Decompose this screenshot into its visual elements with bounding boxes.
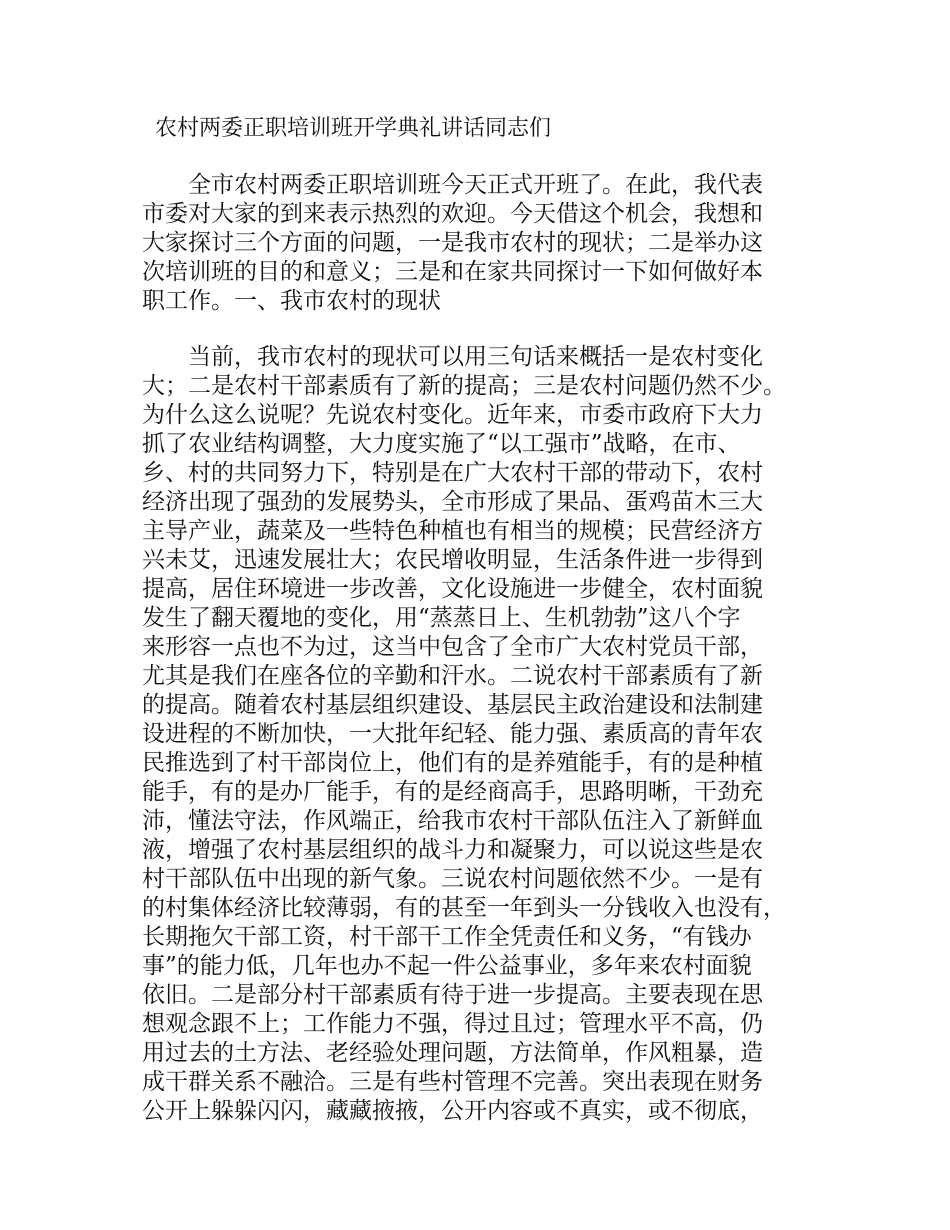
text-line: 沛，懂法守法，作风端正，给我市农村干部队伍注入了新鲜血 [142,808,763,834]
text-line: 抓了农业结构调整，大力度实施了“以工强市”战略，在市、 [142,431,741,457]
text-line: 成干群关系不融洽。三是有些村管理不完善。突出表现在财务 [142,1069,763,1095]
text-line: 提高，居住环境进一步改善，文化设施进一步健全，农村面貌 [142,576,763,602]
text-line: 依旧。二是部分村干部素质有待于进一步提高。主要表现在思 [142,982,763,1008]
text-line: 为什么这么说呢？先说农村变化。近年来，市委市政府下大力 [142,402,763,428]
text-line: 乡、村的共同努力下，特别是在广大农村干部的带动下，农村 [142,460,763,486]
text-line: 想观念跟不上；工作能力不强，得过且过；管理水平不高，仍 [142,1011,763,1037]
text-line: 发生了翻天覆地的变化，用“蒸蒸日上、生机勃勃”这八个字 [142,605,741,631]
text-line: 尤其是我们在座各位的辛勤和汗水。二说农村干部素质有了新 [142,663,763,689]
text-line: 来形容一点也不为过，这当中包含了全市广大农村党员干部， [142,634,763,660]
text-line: 能手，有的是办厂能手，有的是经商高手，思路明晰，干劲充 [142,779,763,805]
text-line: 大；二是农村干部素质有了新的提高；三是农村问题仍然不少。 [142,373,786,399]
text-line: 市委对大家的到来表示热烈的欢迎。今天借这个机会，我想和 [142,201,763,227]
text-line: 职工作。一、我市农村的现状 [142,288,441,314]
body-paragraph [142,171,842,316]
text-line: 液，增强了农村基层组织的战斗力和凝聚力，可以说这些是农 [142,837,763,863]
text-line: 次培训班的目的和意义；三是和在家共同探讨一下如何做好本 [142,259,763,285]
text-line: 事”的能力低，几年也办不起一件公益事业，多年来农村面貌 [142,953,752,979]
text-line: 设进程的不断加快，一大批年纪轻、能力强、素质高的青年农 [142,721,763,747]
text-line: 主导产业，蔬菜及一些特色种植也有相当的规模；民营经济方 [142,518,763,544]
document-title: 农村两委正职培训班开学典礼讲话同志们 [155,116,552,141]
text-line: 公开上躲躲闪闪，藏藏掖掖，公开内容或不真实，或不彻底， [142,1098,763,1124]
text-line: 的提高。随着农村基层组织建设、基层民主政治建设和法制建 [142,692,763,718]
text-line: 的村集体经济比较薄弱，有的甚至一年到头一分钱收入也没有， [142,895,786,921]
text-line: 长期拖欠干部工资，村干部干工作全凭责任和义务，“有钱办 [142,924,752,950]
text-line: 民推选到了村干部岗位上，他们有的是养殖能手，有的是种植 [142,750,763,776]
text-line: 村干部队伍中出现的新气象。三说农村问题依然不少。一是有 [142,866,763,892]
text-line: 兴未艾，迅速发展壮大；农民增收明显，生活条件进一步得到 [142,547,763,573]
text-line: 用过去的土方法、老经验处理问题，方法简单，作风粗暴，造 [142,1040,763,1066]
text-line: 当前，我市农村的现状可以用三句话来概括一是农村变化 [142,344,763,370]
text-line: 经济出现了强劲的发展势头，全市形成了果品、蛋鸡苗木三大 [142,489,763,515]
body-paragraph [142,343,842,1126]
text-line: 大家探讨三个方面的问题，一是我市农村的现状；二是举办这 [142,230,763,256]
text-line: 全市农村两委正职培训班今天正式开班了。在此，我代表 [142,172,763,198]
